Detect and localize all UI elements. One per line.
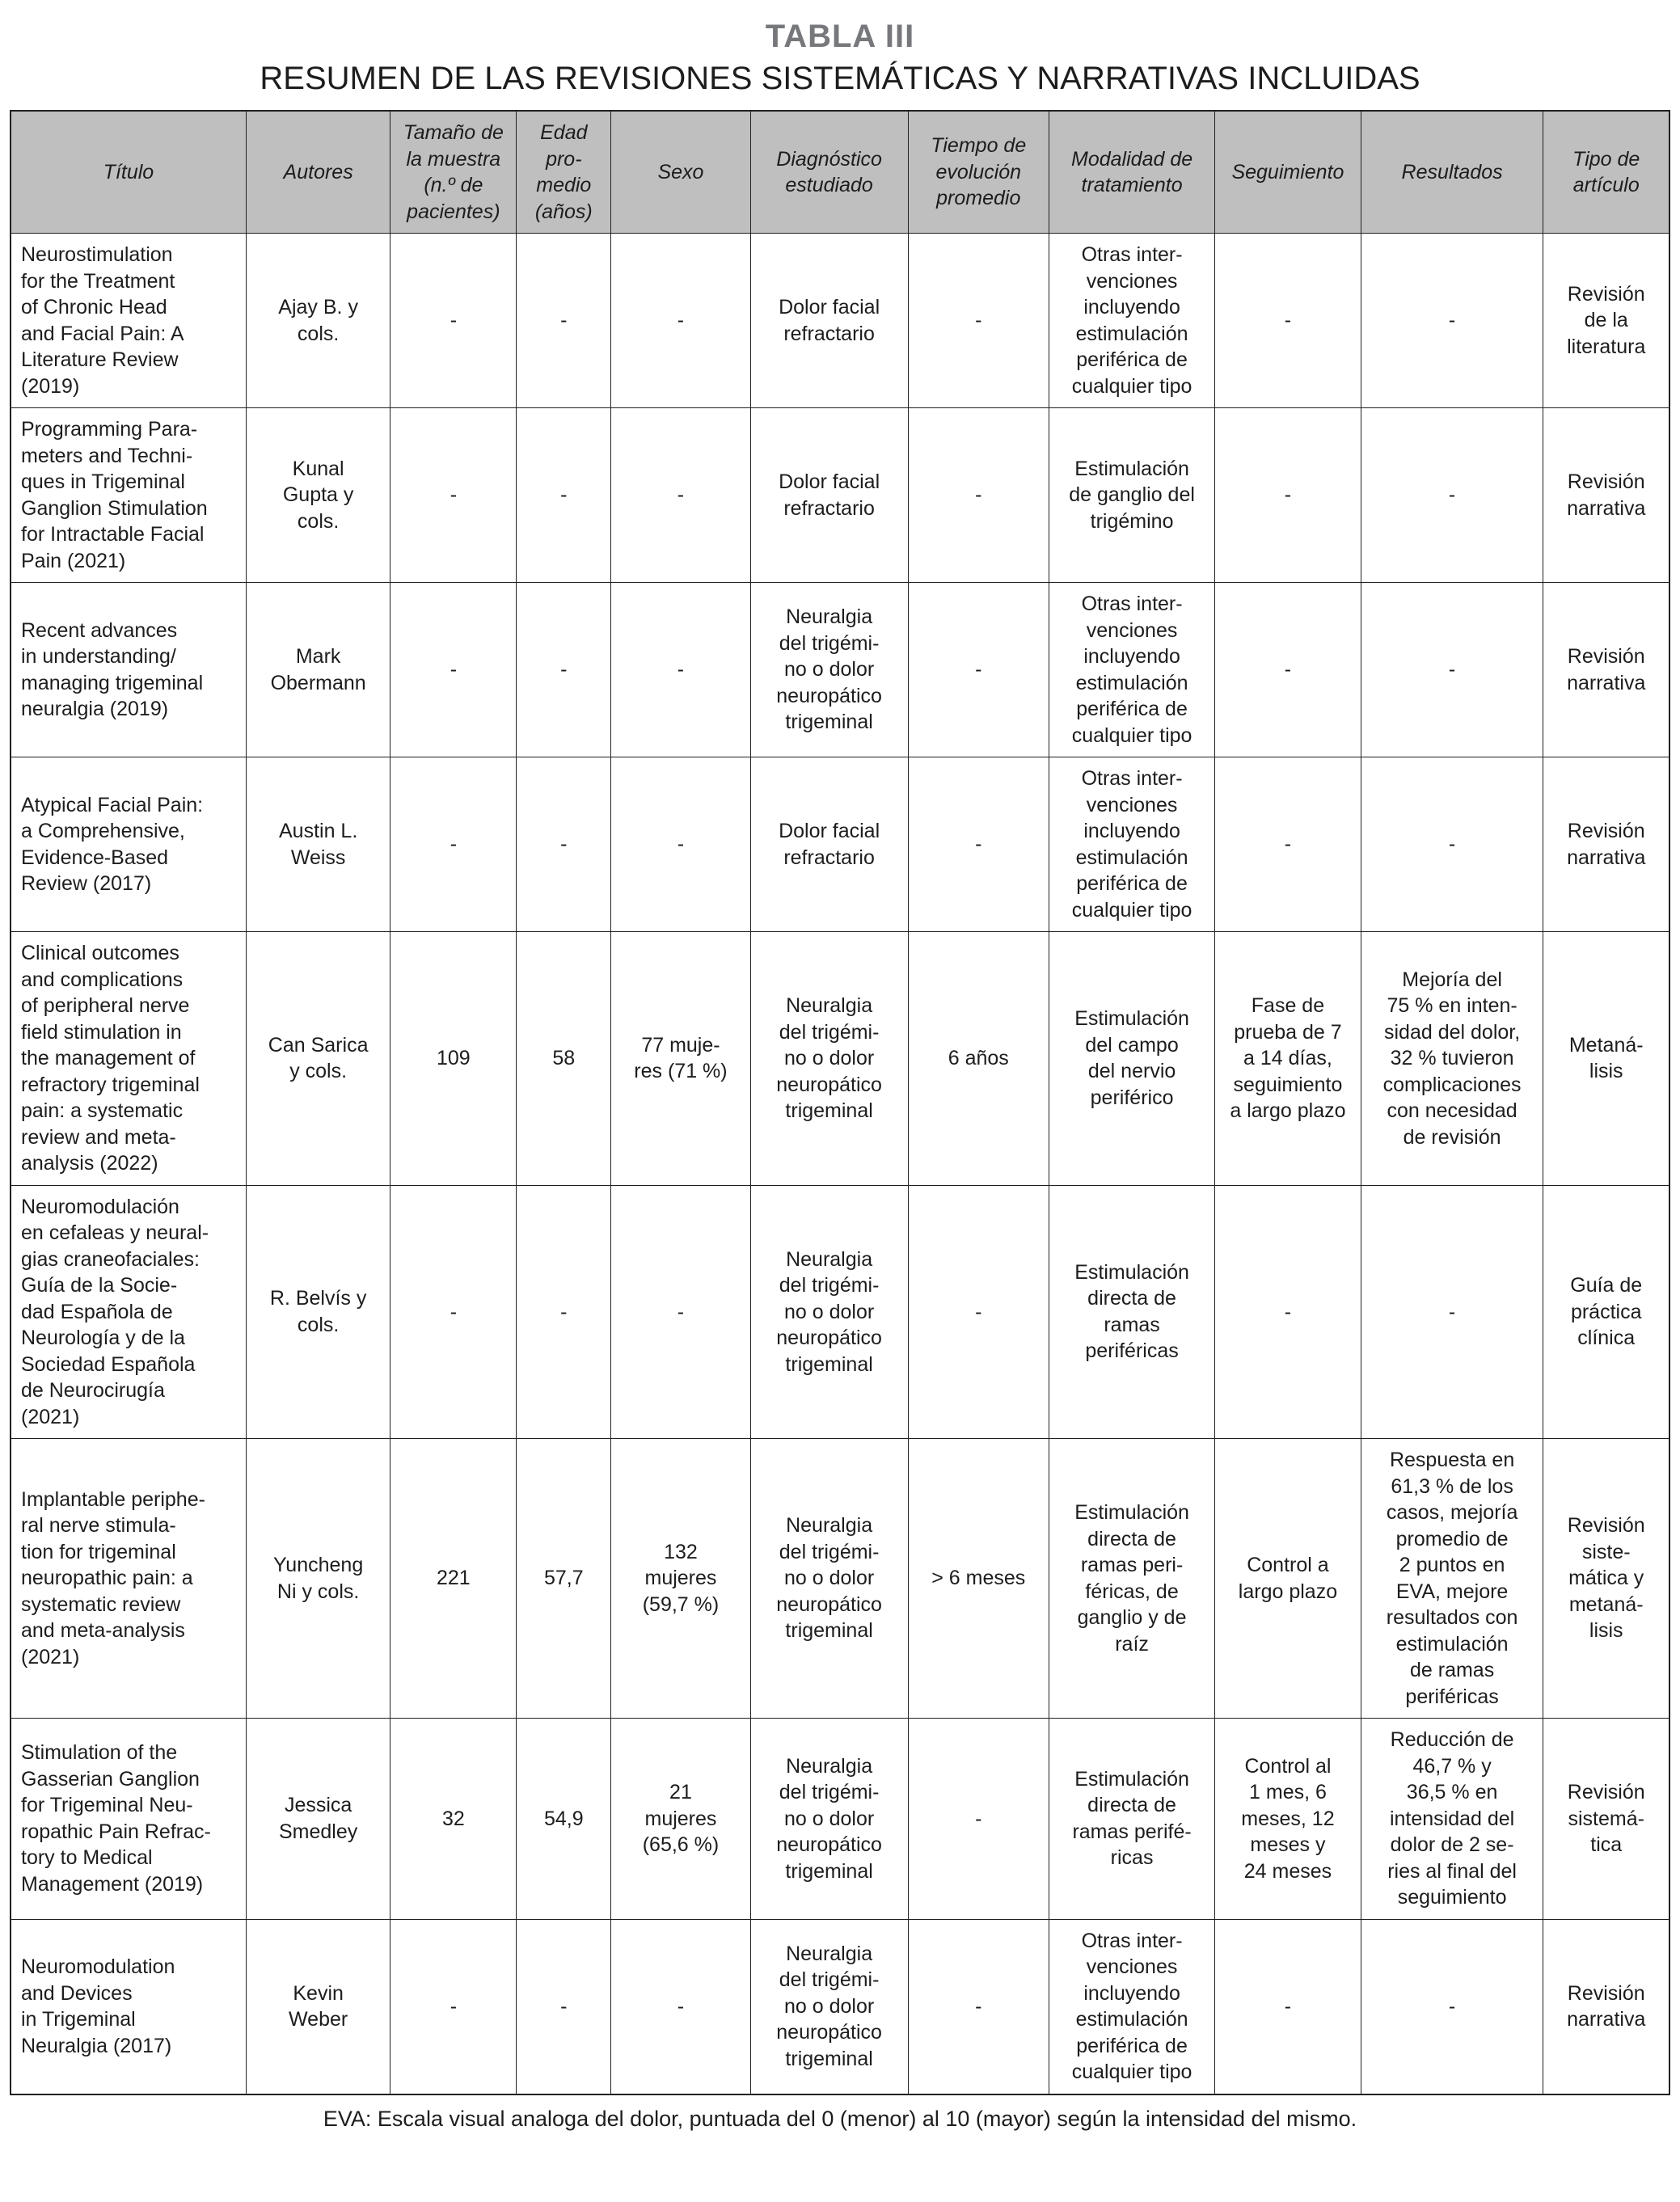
cell-tipo: Guía de práctica clínica	[1543, 1185, 1669, 1439]
cell-edad: -	[517, 583, 611, 757]
column-header-seguimiento: Seguimiento	[1215, 111, 1361, 234]
cell-edad: -	[517, 408, 611, 583]
cell-tipo: Revisión narrativa	[1543, 583, 1669, 757]
cell-seguimiento: -	[1215, 757, 1361, 932]
cell-autores: Mark Obermann	[246, 583, 390, 757]
table-row	[11, 583, 1669, 757]
table-row	[11, 1185, 1669, 1439]
cell-edad: 57,7	[517, 1439, 611, 1719]
cell-muestra: 109	[390, 932, 517, 1186]
cell-diagnostico: Neuralgia del trigémi- no o dolor neuropático trigeminal	[750, 1719, 908, 1920]
cell-tiempo: -	[908, 234, 1049, 408]
column-header-titulo: Título	[11, 111, 246, 234]
cell-seguimiento: -	[1215, 1919, 1361, 2094]
cell-sexo: -	[611, 1185, 750, 1439]
cell-tipo: Revisión de la literatura	[1543, 234, 1669, 408]
cell-sexo: -	[611, 1919, 750, 2094]
cell-titulo: Clinical outcomes and complications of peripheral nerve field stimulation in the management of refractory trigeminal pain: a systematic review and meta- analysis (2022)	[11, 932, 246, 1186]
cell-sexo: -	[611, 234, 750, 408]
cell-diagnostico: Neuralgia del trigémi- no o dolor neuropático trigeminal	[750, 1439, 908, 1719]
cell-autores: Can Sarica y cols.	[246, 932, 390, 1186]
cell-muestra: -	[390, 408, 517, 583]
cell-diagnostico: Dolor facial refractario	[750, 408, 908, 583]
cell-modalidad: Otras inter- venciones incluyendo estimulación periférica de cualquier tipo	[1049, 757, 1214, 932]
table-title: TABLA III	[765, 19, 915, 54]
table-header	[11, 111, 1669, 234]
cell-sexo: -	[611, 408, 750, 583]
cell-sexo: 21 mujeres (65,6 %)	[611, 1719, 750, 1920]
table-subtitle: RESUMEN DE LAS REVISIONES SISTEMÁTICAS Y NARRATIVAS INCLUIDAS	[260, 61, 1420, 96]
cell-modalidad: Estimulación del campo del nervio periférico	[1049, 932, 1214, 1186]
column-header-modalidad: Modalidad de tratamiento	[1049, 111, 1214, 234]
cell-diagnostico: Neuralgia del trigémi- no o dolor neuropático trigeminal	[750, 1185, 908, 1439]
cell-edad: -	[517, 757, 611, 932]
cell-resultados: -	[1361, 1919, 1543, 2094]
cell-tiempo: -	[908, 1919, 1049, 2094]
cell-seguimiento: Control al 1 mes, 6 meses, 12 meses y 24 meses	[1215, 1719, 1361, 1920]
cell-edad: -	[517, 1185, 611, 1439]
table-row	[11, 1719, 1669, 1920]
cell-edad: -	[517, 234, 611, 408]
cell-autores: Yuncheng Ni y cols.	[246, 1439, 390, 1719]
cell-diagnostico: Dolor facial refractario	[750, 234, 908, 408]
cell-muestra: -	[390, 234, 517, 408]
cell-modalidad: Estimulación directa de ramas perifé- ricas	[1049, 1719, 1214, 1920]
cell-diagnostico: Neuralgia del trigémi- no o dolor neuropático trigeminal	[750, 583, 908, 757]
cell-tipo: Revisión sistemá- tica	[1543, 1719, 1669, 1920]
cell-modalidad: Estimulación directa de ramas peri- féricas, de ganglio y de raíz	[1049, 1439, 1214, 1719]
cell-autores: Jessica Smedley	[246, 1719, 390, 1920]
table-row	[11, 1919, 1669, 2094]
cell-resultados: -	[1361, 1185, 1543, 1439]
cell-resultados: -	[1361, 234, 1543, 408]
cell-resultados: -	[1361, 408, 1543, 583]
cell-edad: 54,9	[517, 1719, 611, 1920]
cell-tiempo: > 6 meses	[908, 1439, 1049, 1719]
cell-diagnostico: Dolor facial refractario	[750, 757, 908, 932]
column-header-diagnostico: Diagnóstico estudiado	[750, 111, 908, 234]
cell-titulo: Stimulation of the Gasserian Ganglion for Trigeminal Neu- ropathic Pain Refrac- tory to Medical Management (2019)	[11, 1719, 246, 1920]
cell-autores: Kevin Weber	[246, 1919, 390, 2094]
cell-seguimiento: -	[1215, 408, 1361, 583]
cell-edad: -	[517, 1919, 611, 2094]
cell-edad: 58	[517, 932, 611, 1186]
column-header-autores: Autores	[246, 111, 390, 234]
table-row	[11, 234, 1669, 408]
table-row	[11, 408, 1669, 583]
cell-tipo: Revisión siste- mática y metaná- lisis	[1543, 1439, 1669, 1719]
cell-titulo: Programming Para- meters and Techni- ques in Trigeminal Ganglion Stimulation for Intractable Facial Pain (2021)	[11, 408, 246, 583]
cell-tipo: Revisión narrativa	[1543, 1919, 1669, 2094]
cell-muestra: -	[390, 1919, 517, 2094]
column-header-edad: Edad pro- medio (años)	[517, 111, 611, 234]
table-row	[11, 932, 1669, 1186]
cell-sexo: 77 muje- res (71 %)	[611, 932, 750, 1186]
cell-titulo: Neuromodulation and Devices in Trigeminal Neuralgia (2017)	[11, 1919, 246, 2094]
column-header-sexo: Sexo	[611, 111, 750, 234]
cell-muestra: 221	[390, 1439, 517, 1719]
column-header-muestra: Tamaño de la muestra (n.º de pacientes)	[390, 111, 517, 234]
column-header-tipo: Tipo de artículo	[1543, 111, 1669, 234]
cell-autores: R. Belvís y cols.	[246, 1185, 390, 1439]
column-header-resultados: Resultados	[1361, 111, 1543, 234]
cell-seguimiento: -	[1215, 234, 1361, 408]
table-row	[11, 757, 1669, 932]
title-block	[10, 16, 1670, 99]
cell-titulo: Neuromodulación en cefaleas y neural- gias craneofaciales: Guía de la Socie- dad Española de Neurología y de la Sociedad Española de Neurocirugía (2021)	[11, 1185, 246, 1439]
table-footnote: EVA: Escala visual analoga del dolor, puntuada del 0 (menor) al 10 (mayor) según la intensidad del mismo.	[323, 2106, 1357, 2131]
cell-tiempo: 6 años	[908, 932, 1049, 1186]
cell-modalidad: Otras inter- venciones incluyendo estimulación periférica de cualquier tipo	[1049, 234, 1214, 408]
cell-muestra: 32	[390, 1719, 517, 1920]
table-body	[11, 234, 1669, 2094]
cell-titulo: Recent advances in understanding/ managing trigeminal neuralgia (2019)	[11, 583, 246, 757]
cell-tiempo: -	[908, 1185, 1049, 1439]
cell-sexo: 132 mujeres (59,7 %)	[611, 1439, 750, 1719]
cell-muestra: -	[390, 1185, 517, 1439]
cell-sexo: -	[611, 757, 750, 932]
header-row	[11, 111, 1669, 234]
table-row	[11, 1439, 1669, 1719]
cell-muestra: -	[390, 583, 517, 757]
cell-tipo: Metaná- lisis	[1543, 932, 1669, 1186]
cell-seguimiento: -	[1215, 583, 1361, 757]
cell-modalidad: Otras inter- venciones incluyendo estimulación periférica de cualquier tipo	[1049, 583, 1214, 757]
cell-modalidad: Estimulación directa de ramas periféricas	[1049, 1185, 1214, 1439]
cell-diagnostico: Neuralgia del trigémi- no o dolor neuropático trigeminal	[750, 932, 908, 1186]
cell-resultados: -	[1361, 583, 1543, 757]
cell-muestra: -	[390, 757, 517, 932]
cell-tipo: Revisión narrativa	[1543, 757, 1669, 932]
reviews-summary-table	[10, 110, 1670, 2095]
cell-sexo: -	[611, 583, 750, 757]
cell-resultados: Respuesta en 61,3 % de los casos, mejoría promedio de 2 puntos en EVA, mejore resultados con estimulación de ramas periféricas	[1361, 1439, 1543, 1719]
cell-autores: Kunal Gupta y cols.	[246, 408, 390, 583]
cell-tiempo: -	[908, 408, 1049, 583]
cell-seguimiento: Control a largo plazo	[1215, 1439, 1361, 1719]
cell-modalidad: Estimulación de ganglio del trigémino	[1049, 408, 1214, 583]
cell-tiempo: -	[908, 583, 1049, 757]
cell-seguimiento: -	[1215, 1185, 1361, 1439]
cell-tiempo: -	[908, 757, 1049, 932]
column-header-tiempo: Tiempo de evolución promedio	[908, 111, 1049, 234]
cell-tiempo: -	[908, 1719, 1049, 1920]
cell-titulo: Implantable periphe- ral nerve stimula- tion for trigeminal neuropathic pain: a systematic review and meta-analysis (2021)	[11, 1439, 246, 1719]
cell-diagnostico: Neuralgia del trigémi- no o dolor neuropático trigeminal	[750, 1919, 908, 2094]
cell-resultados: -	[1361, 757, 1543, 932]
cell-titulo: Atypical Facial Pain: a Comprehensive, Evidence-Based Review (2017)	[11, 757, 246, 932]
cell-resultados: Mejoría del 75 % en inten- sidad del dolor, 32 % tuvieron complicaciones con necesidad de revisión	[1361, 932, 1543, 1186]
cell-autores: Austin L. Weiss	[246, 757, 390, 932]
cell-tipo: Revisión narrativa	[1543, 408, 1669, 583]
cell-modalidad: Otras inter- venciones incluyendo estimulación periférica de cualquier tipo	[1049, 1919, 1214, 2094]
cell-resultados: Reducción de 46,7 % y 36,5 % en intensidad del dolor de 2 se- ries al final del seguimiento	[1361, 1719, 1543, 1920]
cell-titulo: Neurostimulation for the Treatment of Chronic Head and Facial Pain: A Literature Review (2019)	[11, 234, 246, 408]
cell-seguimiento: Fase de prueba de 7 a 14 días, seguimiento a largo plazo	[1215, 932, 1361, 1186]
cell-autores: Ajay B. y cols.	[246, 234, 390, 408]
